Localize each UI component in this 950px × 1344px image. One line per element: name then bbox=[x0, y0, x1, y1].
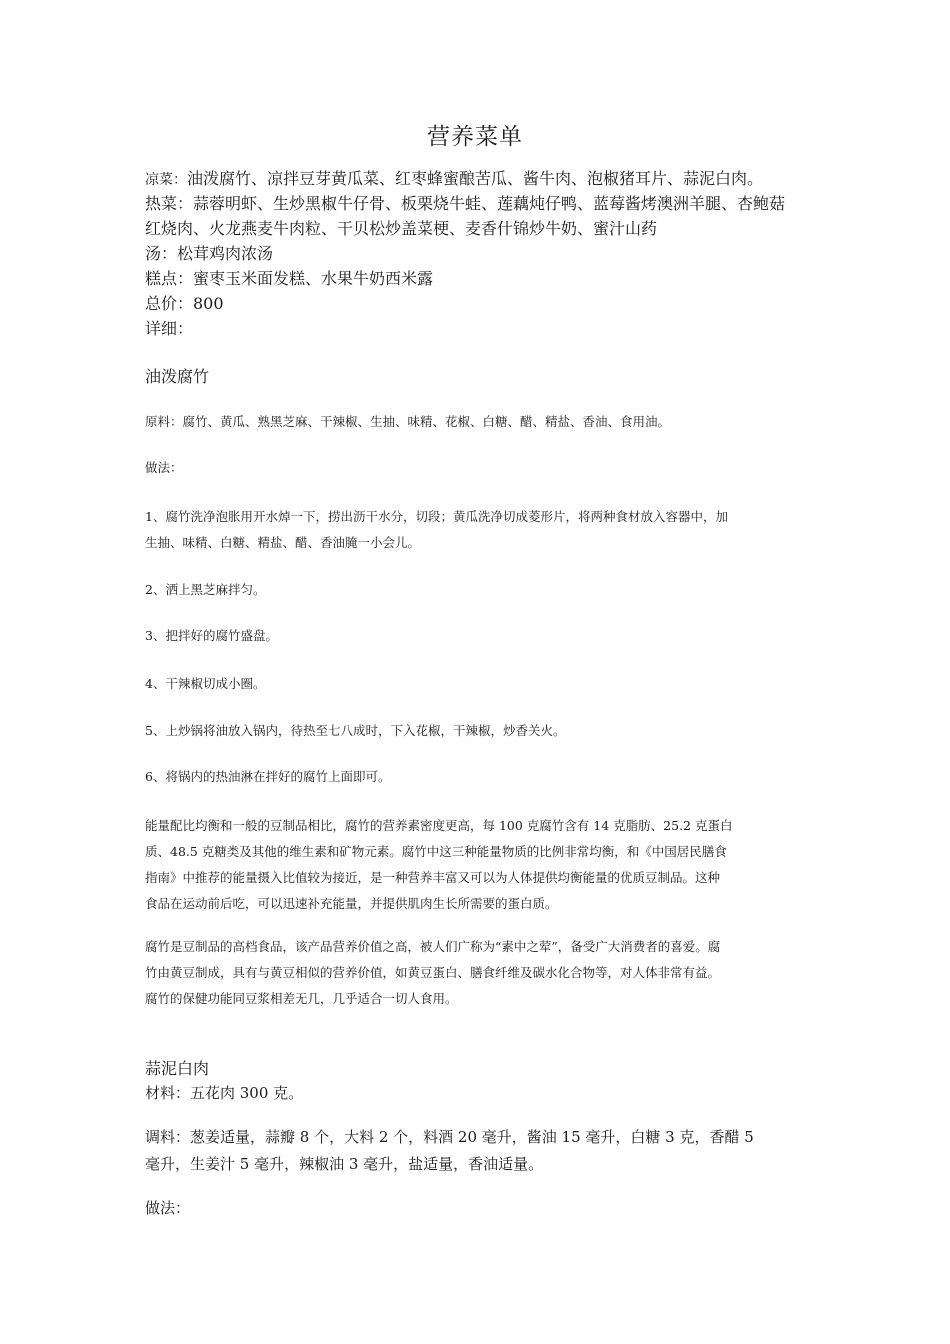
dish1-step-4: 4、干辣椒切成小圈。 bbox=[145, 676, 266, 691]
dish1-step-5: 5、上炒锅将油放入锅内，待热至七八成时，下入花椒，干辣椒，炒香关火。 bbox=[145, 723, 566, 738]
cold-dishes-items: 油泼腐竹、凉拌豆芽黄瓜菜、红枣蜂蜜酿苦瓜、酱牛肉、泡椒猪耳片、蒜泥白肉。 bbox=[187, 169, 764, 188]
paragraph-line: 竹由黄豆制成，具有与黄豆相似的营养价值，如黄豆蛋白、膳食纤维及碳水化合物等，对人体非常有益。 bbox=[145, 965, 721, 980]
dish2-seasoning bbox=[145, 1124, 815, 1178]
cold-dishes-line bbox=[145, 166, 825, 191]
dish1-step-3: 3、把拌好的腐竹盛盘。 bbox=[145, 628, 278, 643]
dish2-seasoning-line-2: 毫升，生姜汁 5 毫升，辣椒油 3 毫升，盐适量，香油适量。 bbox=[145, 1155, 544, 1173]
dish2-name: 蒜泥白肉 bbox=[145, 1059, 210, 1078]
pastry-line: 糕点：蜜枣玉米面发糕、水果牛奶西米露 bbox=[145, 269, 434, 288]
paragraph-line: 食品在运动前后吃，可以迅速补充能量，并提供肌肉生长所需要的蛋白质。 bbox=[145, 896, 558, 911]
dish1-method-label: 做法： bbox=[145, 460, 183, 475]
paragraph-line: 腐竹的保健功能同豆浆相差无几，几乎适合一切人食用。 bbox=[145, 991, 458, 1006]
cold-dishes-label: 凉菜： bbox=[145, 172, 187, 188]
dish1-step-2: 2、洒上黑芝麻拌匀。 bbox=[145, 582, 266, 597]
paragraph-line: 指南》中推荐的能量摄入比值较为接近，是一种营养丰富又可以为人体提供均衡能量的优质豆制品。这种 bbox=[145, 870, 721, 885]
dish2-seasoning-line-1: 调料：葱姜适量，蒜瓣 8 个，大料 2 个，料酒 20 毫升，酱油 15 毫升，白糖 3 克，香醋 5 bbox=[145, 1128, 754, 1146]
dish1-step-1-line-1: 1、腐竹洗净泡胀用开水焯一下，捞出沥干水分，切段；黄瓜洗净切成菱形片，将两种食材放入容器中，加 bbox=[145, 509, 728, 524]
paragraph-line: 质、48.5 克糖类及其他的维生素和矿物元素。腐竹中这三种能量物质的比例非常均衡，和《中国居民膳食 bbox=[145, 844, 727, 859]
hot-dishes-line-1: 热菜：蒜蓉明虾、生炒黑椒牛仔骨、板栗烧牛蛙、莲藕炖仔鸭、蓝莓酱烤澳洲羊腿、杏鲍菇 bbox=[145, 194, 786, 213]
paragraph-line: 腐竹是豆制品的高档食品，该产品营养价值之高，被人们广称为“素中之荤”，备受广大消费者的喜爱。腐 bbox=[145, 939, 721, 954]
paragraph-line: 能量配比均衡和一般的豆制品相比，腐竹的营养素密度更高，每 100 克腐竹含有 14 克脂肪、25.2 克蛋白 bbox=[145, 818, 733, 833]
dish1-step-1-line-2: 生抽、味精、白糖、精盐、醋、香油腌一小会儿。 bbox=[145, 535, 421, 550]
page-title: 营养菜单 bbox=[427, 124, 523, 150]
detail-label: 详细： bbox=[145, 319, 194, 338]
dish1-ingredients: 原料：腐竹、黄瓜、熟黑芝麻、干辣椒、生抽、味精、花椒、白糖、醋、精盐、香油、食用油。 bbox=[145, 414, 671, 429]
total-price-line: 总价：800 bbox=[145, 294, 224, 313]
dish2-method-label: 做法： bbox=[145, 1199, 191, 1217]
dish1-step-6: 6、将锅内的热油淋在拌好的腐竹上面即可。 bbox=[145, 769, 391, 784]
dish2-materials: 材料：五花肉 300 克。 bbox=[145, 1084, 304, 1102]
dish1-description-paragraph bbox=[145, 934, 815, 1012]
dish1-name: 油泼腐竹 bbox=[145, 367, 210, 386]
menu-summary bbox=[145, 166, 825, 341]
dish1-nutrition-paragraph bbox=[145, 813, 815, 917]
soup-line: 汤：松茸鸡肉浓汤 bbox=[145, 244, 274, 263]
hot-dishes-line-2: 红烧肉、火龙燕麦牛肉粒、干贝松炒盖菜梗、麦香什锦炒牛奶、蜜汁山药 bbox=[145, 219, 658, 238]
dish1-step-1 bbox=[145, 504, 815, 556]
